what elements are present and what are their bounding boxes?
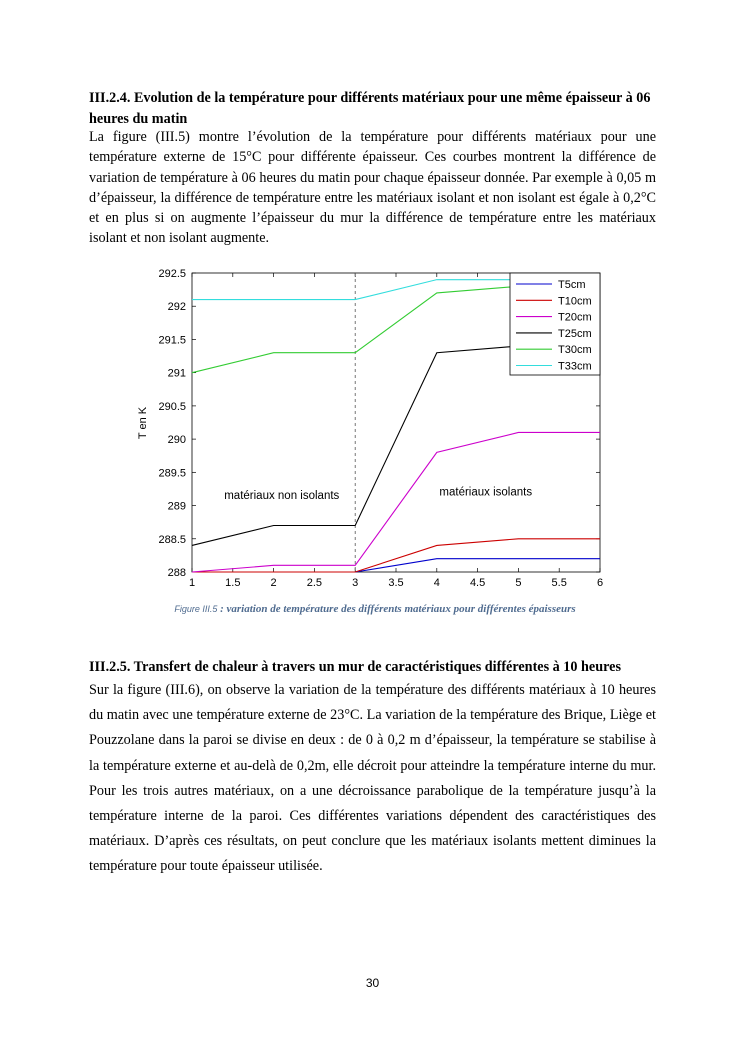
figure-caption: [140, 603, 610, 615]
figure-label: Figure III.5: [174, 604, 218, 614]
legend-label: T25cm: [558, 327, 592, 340]
legend-label: T20cm: [558, 311, 592, 324]
x-tick-label: 6: [596, 577, 604, 589]
section-heading-3-2-5: III.2.5. Transfert de chaleur à travers un mur de caractéristiques différentes à 10 heures: [89, 659, 621, 675]
x-tick-label: 5.5: [551, 577, 567, 589]
x-tick-label: 1.5: [225, 577, 241, 589]
temperature-chart: [130, 262, 620, 597]
section-paragraph-3-2-5: Sur la figure (III.6), on observe la variation de la température des différents matériaux à 10 heures du matin avec une température externe de 23°C. La variation de la température des Brique, Liège et Pouzzolane dans la paroi se divise en deux : de 0 à 0,2 m d’épaisseur, la température se stabilise à la température externe et au-delà de 0,2m, elle décroit pour atteindre la température interne du mur. Pour les trois autres matériaux, on a une décroissance parabolique de la température jusqu’à la température interne de la paroi. Ces différentes variations dépendent des caractéristiques des matériaux. D’après ces résultats, on peut conclure que les matériaux isolants mettent diminues la température pour toute épaisseur utilisée.: [89, 682, 656, 875]
legend-label: T30cm: [558, 344, 592, 357]
x-tick-label: 2.5: [306, 577, 323, 589]
x-tick-label: 2: [270, 577, 277, 589]
y-tick-label: 288: [167, 567, 186, 579]
y-tick-label: 292: [167, 301, 186, 314]
legend-label: T5cm: [558, 279, 586, 291]
page-number: 30: [365, 976, 380, 990]
y-tick-label: 289: [167, 500, 186, 513]
legend-label: T10cm: [558, 295, 592, 308]
chart-annotation: matériaux isolants: [439, 486, 533, 499]
y-tick-label: 292.5: [158, 268, 186, 280]
chart-annotation: matériaux non isolants: [224, 489, 340, 502]
x-tick-label: 3.5: [388, 577, 404, 589]
y-axis-label: T en K: [137, 406, 149, 440]
y-tick-label: 290: [167, 434, 186, 447]
y-tick-label: 288.5: [158, 533, 186, 546]
x-tick-label: 5: [515, 577, 522, 589]
x-tick-label: 1: [188, 577, 196, 589]
figure-caption-text: : variation de température des différents matériaux pour différentes épaisseurs: [220, 603, 576, 615]
x-tick-label: 3: [352, 577, 359, 589]
y-tick-label: 289.5: [158, 467, 186, 480]
section-heading-3-2-4: III.2.4. Evolution de la température pour différents matériaux pour une même épaisseur à 06 heures du matin: [89, 90, 651, 127]
section-paragraph-3-2-4: La figure (III.5) montre l’évolution de la température pour différents matériaux pour une température externe de 15°C pour différente épaisseur. Ces courbes montrent la différence de variation de température à 06 heures du matin pour chaque épaisseur donnée. Par exemple à 0,05 m d’épaisseur, la différence de température entre les matériaux isolant et non isolant est égale à 0,2°C et en plus si on augmente l’épaisseur du mur la différence de température entre les matériaux isolant et non isolant augmente.: [89, 129, 656, 247]
chart-legend: [510, 273, 600, 375]
x-tick-label: 4.5: [469, 577, 486, 589]
y-tick-label: 291.5: [158, 334, 186, 347]
x-tick-label: 4: [433, 577, 440, 589]
y-tick-label: 290.5: [158, 400, 186, 413]
legend-label: T33cm: [558, 360, 592, 373]
y-tick-label: 291: [167, 367, 186, 380]
